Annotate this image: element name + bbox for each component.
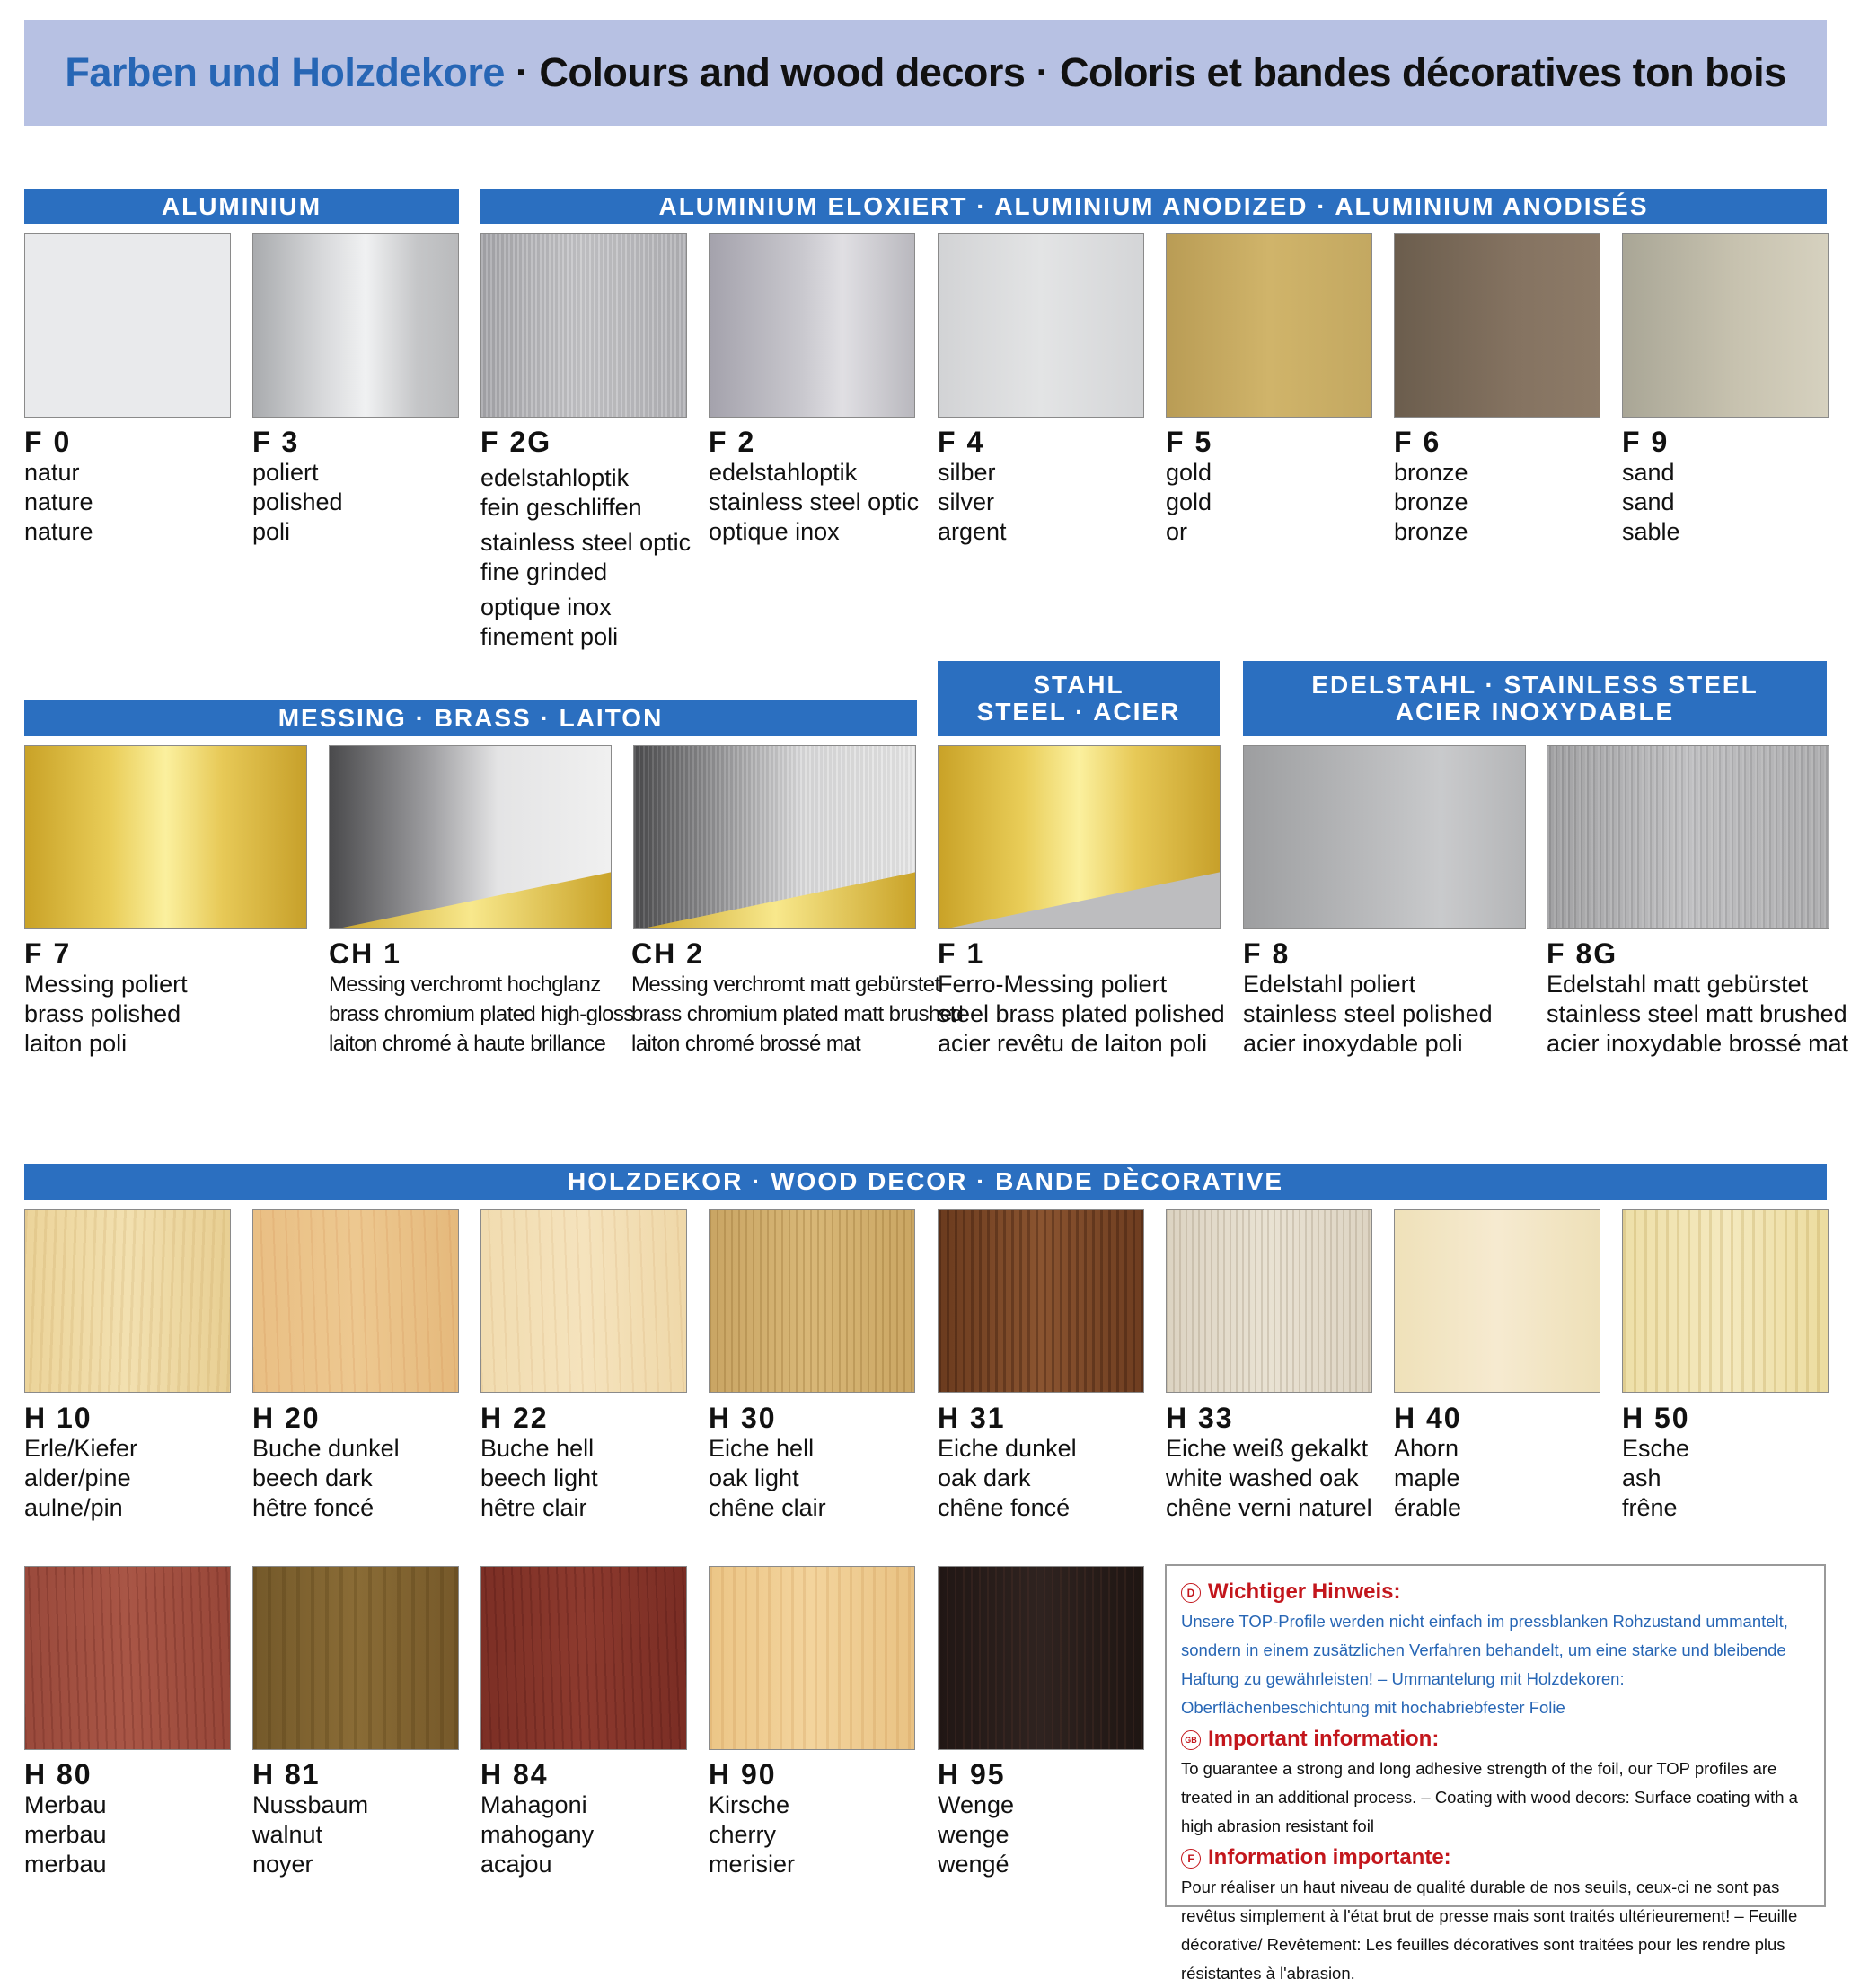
desc-h40 [1394, 1434, 1461, 1523]
swatch-h22 [480, 1209, 687, 1393]
swatch-f0 [24, 233, 231, 418]
desc-line: acajou [480, 1851, 552, 1878]
desc-line: Messing poliert [24, 971, 188, 998]
brass-wedge-icon [634, 746, 916, 929]
title-separator: · [504, 49, 540, 95]
title-en: Colours and wood decors [539, 49, 1026, 95]
swatch-h81 [252, 1566, 459, 1750]
desc-line: optique inox [709, 518, 840, 545]
desc-line: optique inox [480, 594, 612, 620]
header-stainless-line2: ACIER INOXYDABLE [1395, 698, 1675, 726]
code-f5: F 5 [1166, 426, 1213, 458]
desc-line: finement poli [480, 623, 619, 650]
code-h90: H 90 [709, 1758, 777, 1790]
code-f4: F 4 [938, 426, 985, 458]
swatch-f2g [480, 233, 687, 418]
desc-line: merisier [709, 1851, 796, 1878]
desc-line: Eiche hell [709, 1435, 815, 1462]
desc-line: Edelstahl poliert [1243, 971, 1416, 998]
swatch-h50 [1622, 1209, 1829, 1393]
swatch-f1 [938, 745, 1221, 929]
desc-h20 [252, 1434, 400, 1523]
note-heading-de [1181, 1579, 1810, 1605]
desc-line: Buche hell [480, 1435, 595, 1462]
code-h80: H 80 [24, 1758, 93, 1790]
desc-line: Kirsche [709, 1791, 790, 1818]
desc-h10 [24, 1434, 137, 1523]
desc-line: chêne clair [709, 1494, 826, 1521]
desc-line: maple [1394, 1465, 1460, 1491]
swatch-h95 [938, 1566, 1144, 1750]
title-bar [24, 20, 1827, 126]
header-steel [938, 661, 1220, 736]
desc-line: poli [252, 518, 291, 545]
swatch-h84 [480, 1566, 687, 1750]
desc-f6 [1394, 458, 1468, 547]
code-f8: F 8 [1243, 937, 1291, 970]
desc-line: oak light [709, 1465, 799, 1491]
swatch-f5 [1166, 233, 1372, 418]
code-h84: H 84 [480, 1758, 549, 1790]
desc-line: gold [1166, 459, 1212, 486]
header-brass-label: MESSING · BRASS · LAITON [278, 704, 664, 732]
desc-line: Edelstahl matt gebürstet [1547, 971, 1809, 998]
desc-line: hêtre clair [480, 1494, 587, 1521]
desc-line: Wenge [938, 1791, 1015, 1818]
desc-line: acier inoxydable brossé mat [1547, 1030, 1849, 1057]
desc-line: Buche dunkel [252, 1435, 400, 1462]
title-de: Farben und Holzdekore [65, 49, 505, 95]
desc-line: bronze [1394, 488, 1468, 515]
swatch-h20 [252, 1209, 459, 1393]
desc-ch2 [631, 970, 963, 1059]
code-h30: H 30 [709, 1402, 777, 1434]
desc-line: alder/pine [24, 1465, 131, 1491]
swatch-f4 [938, 233, 1144, 418]
note-heading-en [1181, 1726, 1810, 1753]
code-ch1: CH 1 [329, 937, 401, 970]
header-brass [24, 700, 917, 736]
code-f9: F 9 [1622, 426, 1670, 458]
desc-line: Mahagoni [480, 1791, 587, 1818]
desc-line: chêne foncé [938, 1494, 1071, 1521]
desc-line: edelstahloptik [709, 459, 858, 486]
desc-ch1 [329, 970, 634, 1059]
desc-line: Ahorn [1394, 1435, 1459, 1462]
desc-h22 [480, 1434, 598, 1523]
desc-line: or [1166, 518, 1188, 545]
code-h10: H 10 [24, 1402, 93, 1434]
header-wood [24, 1164, 1827, 1200]
desc-line: stainless steel optic [480, 529, 692, 556]
code-h33: H 33 [1166, 1402, 1234, 1434]
desc-f2 [709, 458, 919, 547]
code-f8g: F 8G [1547, 937, 1618, 970]
desc-line: laiton chromé à haute brillance [329, 1032, 606, 1056]
header-anodized-label: ALUMINIUM ELOXIERT · ALUMINIUM ANODIZED · ALUMINIUM ANODISÉS [658, 192, 1649, 220]
steel-wedge-icon [939, 746, 1221, 929]
desc-h90 [709, 1790, 795, 1879]
desc-line: steel brass plated polished [938, 1000, 1225, 1027]
desc-h50 [1622, 1434, 1689, 1523]
header-aluminium-label: ALUMINIUM [161, 192, 322, 220]
header-aluminium [24, 189, 459, 224]
language-gb-icon: GB [1181, 1730, 1201, 1750]
desc-line: nature [24, 518, 93, 545]
language-fr-icon: F [1181, 1849, 1201, 1869]
page-title [24, 20, 1827, 126]
desc-line: beech light [480, 1465, 598, 1491]
desc-h81 [252, 1790, 368, 1879]
desc-line: brass chromium plated matt brushed [631, 1002, 964, 1026]
desc-line: nature [24, 488, 93, 515]
desc-line: érable [1394, 1494, 1462, 1521]
desc-line: polished [252, 488, 343, 515]
desc-line: Esche [1622, 1435, 1690, 1462]
code-f1: F 1 [938, 937, 985, 970]
note-text-de: Unsere TOP-Profile werden nicht einfach im pressblanken Rohzustand ummantelt, sondern in einem zusätzlichen Verfahren behandelt, um eine starke und bleibende Haftung zu gewährleisten! – Ummantelung mit Holzdekoren: Oberflächenbeschichtung mit hochabriebfester Folie [1181, 1612, 1788, 1717]
desc-line: sand [1622, 488, 1675, 515]
desc-line: hêtre foncé [252, 1494, 375, 1521]
note-title-en: Important information: [1208, 1727, 1440, 1751]
desc-h95 [938, 1790, 1014, 1879]
code-f2: F 2 [709, 426, 756, 458]
desc-line: laiton chromé brossé mat [631, 1032, 861, 1056]
code-h20: H 20 [252, 1402, 321, 1434]
desc-line: bronze [1394, 518, 1468, 545]
desc-line: laiton poli [24, 1030, 128, 1057]
desc-line: Messing verchromt matt gebürstet [631, 972, 940, 997]
swatch-h10 [24, 1209, 231, 1393]
desc-h80 [24, 1790, 107, 1879]
desc-line: chêne verni naturel [1166, 1494, 1372, 1521]
desc-h31 [938, 1434, 1077, 1523]
desc-line: white washed oak [1166, 1465, 1359, 1491]
swatch-h40 [1394, 1209, 1600, 1393]
desc-line: brass chromium plated high-gloss [329, 1002, 634, 1026]
desc-line: noyer [252, 1851, 313, 1878]
swatch-f2 [709, 233, 915, 418]
desc-line: frêne [1622, 1494, 1678, 1521]
header-stainless [1243, 661, 1827, 736]
title-separator: · [1025, 49, 1060, 95]
desc-f4 [938, 458, 1007, 547]
desc-line: gold [1166, 488, 1212, 515]
desc-line: stainless steel optic [709, 488, 920, 515]
desc-f5 [1166, 458, 1212, 547]
desc-line: wenge [938, 1821, 1009, 1848]
swatch-f8g [1547, 745, 1829, 929]
swatch-f6 [1394, 233, 1600, 418]
desc-line: Eiche dunkel [938, 1435, 1077, 1462]
desc-f0 [24, 458, 93, 547]
code-f2g: F 2G [480, 426, 552, 458]
note-title-de: Wichtiger Hinweis: [1208, 1579, 1401, 1604]
note-text-fr: Pour réaliser un haut niveau de qualité durable de nos seuils, ceux-ci ne sont pas revêtus simplement à l'état brut de presse mais sont traités ultérieurement! – Feuille décorative/ Revêtement: Les feuilles décoratives sont traitées pour les rendre plus résistantes à l'abrasion. [1181, 1878, 1798, 1983]
title-fr: Coloris et bandes décoratives ton bois [1059, 49, 1786, 95]
header-stainless-line1: EDELSTAHL · STAINLESS STEEL [1311, 671, 1758, 699]
header-wood-label: HOLZDEKOR · WOOD DECOR · BANDE DÈCORATIVE [567, 1167, 1284, 1195]
desc-line: silver [938, 488, 995, 515]
desc-line: natur [24, 459, 80, 486]
code-f6: F 6 [1394, 426, 1441, 458]
desc-line: Messing verchromt hochglanz [329, 972, 601, 997]
desc-line: poliert [252, 459, 319, 486]
desc-f2g [480, 463, 691, 652]
desc-line: brass polished [24, 1000, 181, 1027]
desc-line: Merbau [24, 1791, 107, 1818]
swatch-f9 [1622, 233, 1829, 418]
desc-line: stainless steel polished [1243, 1000, 1493, 1027]
desc-f1 [938, 970, 1225, 1059]
desc-f8g [1547, 970, 1848, 1059]
note-title-fr: Information importante: [1208, 1845, 1451, 1869]
code-h40: H 40 [1394, 1402, 1462, 1434]
desc-h33 [1166, 1434, 1372, 1523]
desc-line: silber [938, 459, 996, 486]
code-h81: H 81 [252, 1758, 321, 1790]
header-steel-line1: STAHL [1033, 671, 1124, 699]
desc-line: bronze [1394, 459, 1468, 486]
desc-line: Ferro-Messing poliert [938, 971, 1168, 998]
desc-line: beech dark [252, 1465, 373, 1491]
desc-line: fine grinded [480, 559, 608, 585]
brass-wedge-icon [330, 746, 612, 929]
desc-line: mahogany [480, 1821, 595, 1848]
swatch-h33 [1166, 1209, 1372, 1393]
desc-line: fein geschliffen [480, 494, 642, 521]
header-anodized [480, 189, 1827, 224]
note-text-en: To guarantee a strong and long adhesive strength of the foil, our TOP profiles are treated in an additional process. – Coating with wood decors: Surface coating with a high abrasion resistant foil [1181, 1759, 1798, 1835]
desc-line: aulne/pin [24, 1494, 123, 1521]
swatch-ch2 [633, 745, 916, 929]
desc-line: merbau [24, 1851, 107, 1878]
header-steel-line2: STEEL · ACIER [976, 698, 1181, 726]
desc-f9 [1622, 458, 1680, 547]
code-h22: H 22 [480, 1402, 549, 1434]
code-f0: F 0 [24, 426, 72, 458]
desc-line: wengé [938, 1851, 1009, 1878]
swatch-f3 [252, 233, 459, 418]
desc-line: Eiche weiß gekalkt [1166, 1435, 1369, 1462]
code-ch2: CH 2 [631, 937, 704, 970]
swatch-f8 [1243, 745, 1526, 929]
desc-line: ash [1622, 1465, 1661, 1491]
desc-line: cherry [709, 1821, 777, 1848]
desc-f8 [1243, 970, 1493, 1059]
code-f3: F 3 [252, 426, 300, 458]
swatch-h90 [709, 1566, 915, 1750]
code-f7: F 7 [24, 937, 72, 970]
desc-line: walnut [252, 1821, 323, 1848]
desc-line: sand [1622, 459, 1675, 486]
language-de-icon: D [1181, 1583, 1201, 1603]
desc-line: oak dark [938, 1465, 1031, 1491]
code-h95: H 95 [938, 1758, 1006, 1790]
desc-f7 [24, 970, 188, 1059]
desc-line: Erle/Kiefer [24, 1435, 138, 1462]
desc-f3 [252, 458, 343, 547]
info-note [1165, 1564, 1826, 1983]
desc-line: argent [938, 518, 1007, 545]
desc-line: merbau [24, 1821, 107, 1848]
swatch-h80 [24, 1566, 231, 1750]
desc-line: acier revêtu de laiton poli [938, 1030, 1208, 1057]
desc-line: acier inoxydable poli [1243, 1030, 1463, 1057]
desc-line: Nussbaum [252, 1791, 369, 1818]
desc-h84 [480, 1790, 594, 1879]
swatch-h31 [938, 1209, 1144, 1393]
code-h50: H 50 [1622, 1402, 1690, 1434]
desc-h30 [709, 1434, 826, 1523]
desc-line: sable [1622, 518, 1680, 545]
desc-line: stainless steel matt brushed [1547, 1000, 1847, 1027]
code-h31: H 31 [938, 1402, 1006, 1434]
note-heading-fr [1181, 1844, 1810, 1871]
swatch-ch1 [329, 745, 612, 929]
desc-line: edelstahloptik [480, 464, 630, 491]
swatch-f7 [24, 745, 307, 929]
swatch-h30 [709, 1209, 915, 1393]
